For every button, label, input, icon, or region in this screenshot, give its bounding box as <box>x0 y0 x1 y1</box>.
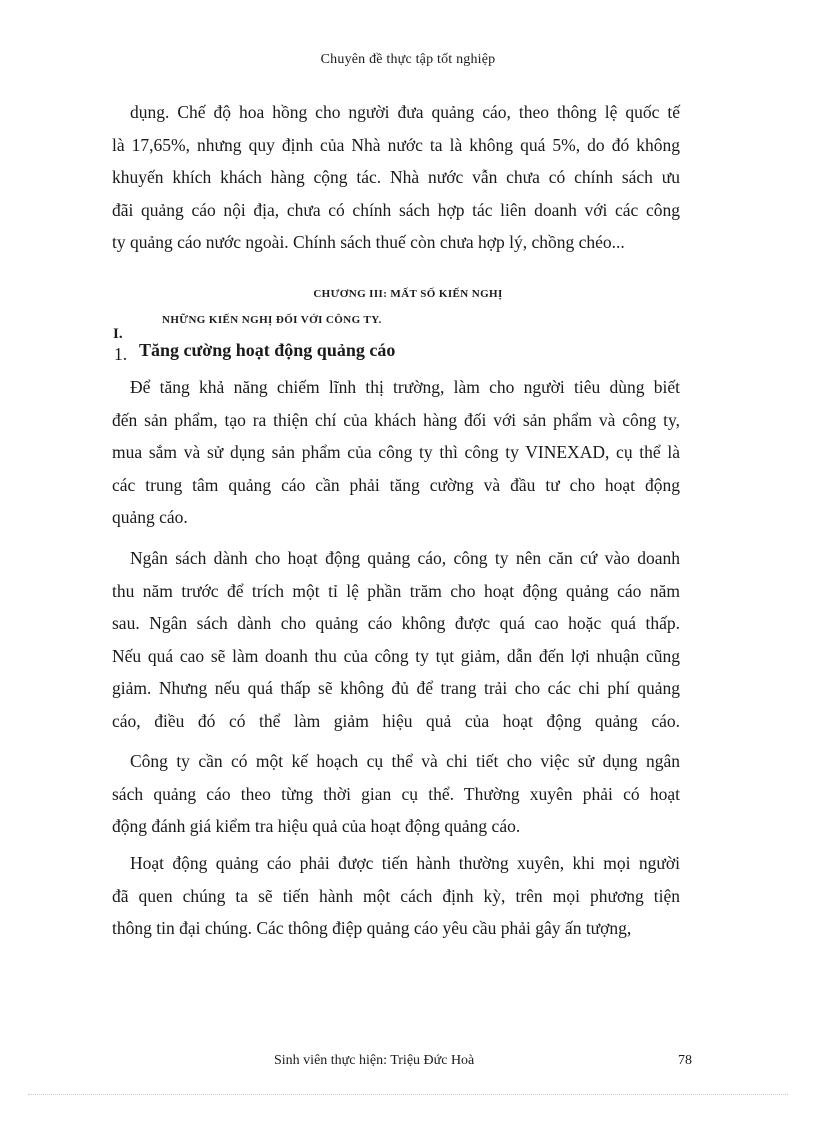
text-line: thu năm trước để trích một tỉ lệ phần trăm cho hoạt động quảng cáo năm <box>112 580 680 601</box>
text-line: cáo, điều đó có thể làm giảm hiệu quả của hoạt động quảng cáo. <box>112 710 680 731</box>
section-number: 1. <box>114 344 128 364</box>
text-line: đến sản phẩm, tạo ra thiện chí của khách hàng đối với sản phẩm và công ty, <box>112 409 680 430</box>
text-line: mua sắm và sử dụng sản phẩm của công ty thì công ty VINEXAD, cụ thể là <box>112 442 680 462</box>
text-line: các trung tâm quảng cáo cần phải tăng cường và đầu tư cho hoạt động <box>112 474 680 495</box>
text-line: động đánh giá kiểm tra hiệu quả của hoạt động quảng cáo. <box>112 816 521 836</box>
text-line: khuyến khích khách hàng cộng tác. Nhà nước vẫn chưa có chính sách ưu <box>112 167 680 187</box>
text-line: Ngân sách dành cho hoạt động quảng cáo, công ty nên căn cứ vào doanh <box>130 548 680 568</box>
text-line: giảm. Nhưng nếu quá thấp sẽ không đủ để trang trải cho các chi phí quảng <box>112 678 680 698</box>
page-bottom-rule <box>28 1094 788 1095</box>
paragraph-intro <box>112 96 680 259</box>
text-line: quảng cáo. <box>112 507 188 527</box>
footer-author: Sinh viên thực hiện: Triệu Đức Hoà <box>274 1053 475 1068</box>
paragraph-1 <box>112 371 680 534</box>
text-line: là 17,65%, nhưng quy định của Nhà nước ta là không quá 5%, do đó không <box>112 134 680 155</box>
text-line: thông tin đại chúng. Các thông điệp quảng cáo yêu cầu phải gây ấn tượng, <box>112 918 632 938</box>
chapter-title: CHƯƠNG III: MẤT SỐ KIẾN NGHỊ <box>313 288 503 300</box>
text-line: Công ty cần có một kế hoạch cụ thể và chi tiết cho việc sử dụng ngân <box>130 751 680 771</box>
paragraph-4 <box>112 847 680 945</box>
page-header: Chuyên đề thực tập tốt nghiệp <box>320 52 496 67</box>
text-line: đãi quảng cáo nội địa, chưa có chính sách hợp tác liên doanh với các công <box>112 199 680 220</box>
text-line: đã quen chúng ta sẽ tiến hành một cách định kỳ, trên mọi phương tiện <box>112 885 680 906</box>
section-marker: I. <box>113 326 123 342</box>
text-line: Nếu quá cao sẽ làm doanh thu của công ty tụt giảm, dẫn đến lợi nhuận cũng <box>112 645 680 666</box>
chapter-subheading: NHỮNG KIẾN NGHỊ ĐỐI VỚI CÔNG TY. <box>162 314 382 326</box>
paragraph-2 <box>112 542 680 737</box>
text-line: Hoạt động quảng cáo phải được tiến hành thường xuyên, khi mọi người <box>130 853 680 873</box>
page-number: 78 <box>678 1053 692 1068</box>
text-line: ty quảng cáo nước ngoài. Chính sách thuế còn chưa hợp lý, chồng chéo... <box>112 232 625 252</box>
paragraph-3 <box>112 745 680 843</box>
text-line: sau. Ngân sách dành cho quảng cáo không được quá cao hoặc quá thấp. <box>112 613 680 633</box>
text-line: dụng. Chế độ hoa hồng cho người đưa quảng cáo, theo thông lệ quốc tế <box>130 102 680 122</box>
section-title: Tăng cường hoạt động quảng cáo <box>139 340 396 360</box>
text-line: Để tăng khả năng chiếm lĩnh thị trường, làm cho người tiêu dùng biết <box>130 377 680 397</box>
text-line: sách quảng cáo theo từng thời gian cụ thể. Thường xuyên phải có hoạt <box>112 783 680 804</box>
